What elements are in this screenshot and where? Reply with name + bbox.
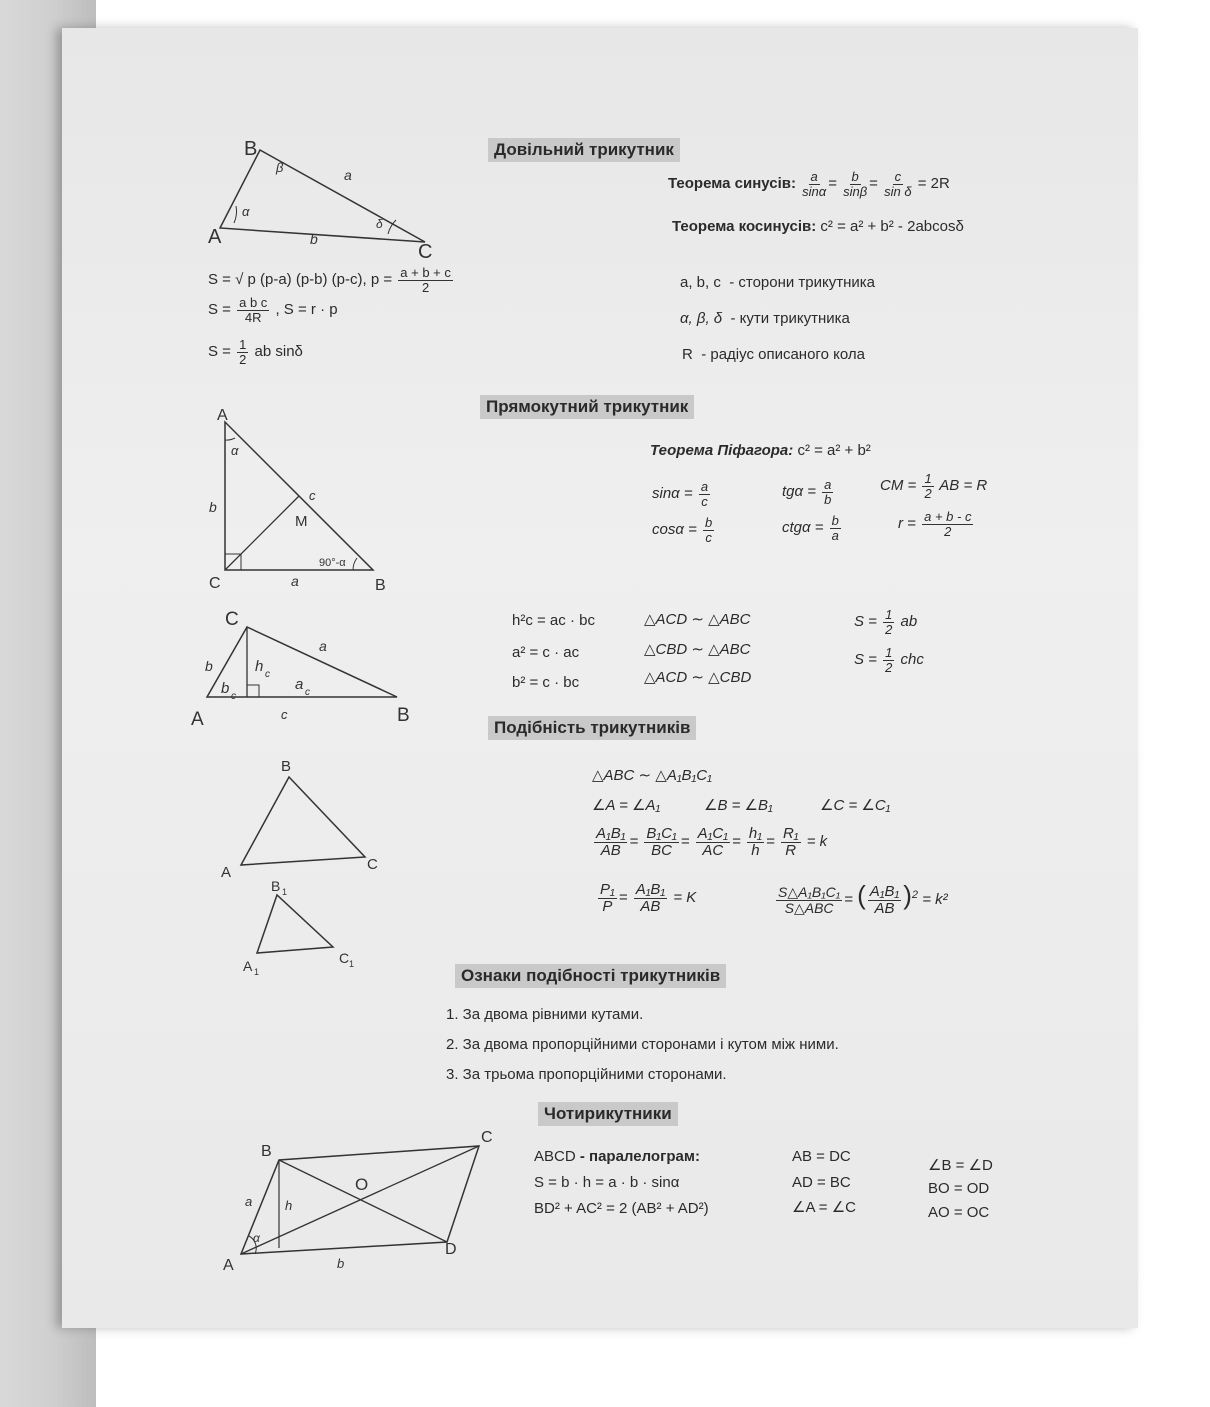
svg-text:B: B [244, 138, 258, 160]
eq-ad-bc: AD = BC [792, 1174, 851, 1191]
svg-text:1: 1 [254, 967, 260, 975]
svg-text:a: a [245, 1194, 253, 1209]
svg-text:c: c [305, 687, 310, 698]
svg-text:A: A [223, 1257, 234, 1274]
eq-bo-od: BO = OD [928, 1180, 990, 1197]
svg-text:b: b [209, 499, 217, 515]
svg-text:c: c [231, 691, 236, 702]
svg-text:c: c [309, 488, 316, 503]
arbitrary-triangle-diagram [200, 130, 460, 260]
svg-text:O: O [355, 1175, 369, 1194]
svg-text:b: b [205, 658, 213, 674]
svg-text:α: α [242, 204, 250, 219]
svg-text:A: A [243, 958, 253, 974]
height-relation-2: a² = c · ac [512, 644, 580, 661]
svg-text:B: B [261, 1143, 272, 1160]
area-abc-fraction: $\frac{\text{a b c}}{4R}$ [239, 295, 268, 325]
p-fraction: $\frac{a + b + c}{2}$ [400, 265, 451, 295]
svg-text:α: α [253, 1231, 260, 1245]
svg-text:c: c [265, 669, 270, 680]
area-half-sin: ab sinδ [254, 343, 303, 361]
sin-def: sinα = [652, 485, 693, 503]
height-relation-1: h²c = ac · bc [512, 612, 595, 629]
svg-text:90°-α: 90°-α [319, 557, 346, 569]
svg-text:1: 1 [282, 887, 288, 897]
inradius-fraction: $\frac{a + b - c}{2}$ [924, 509, 972, 539]
sign-3: 3. За трьома пропорційними сторонами. [446, 1066, 727, 1083]
parallelogram-area: S = b · h = a · b · sinα [534, 1174, 680, 1191]
similar-pair-2: △CBD ∼ △ABC [644, 641, 751, 658]
eq-ab-dc: AB = DC [792, 1148, 851, 1165]
header-similarity-signs: Ознаки подібності трикутників [455, 964, 726, 988]
svg-text:c: c [281, 707, 288, 722]
svg-text:a: a [291, 573, 299, 589]
legend-radius: R - радіус описаного кола [682, 346, 865, 363]
svg-text:h: h [255, 658, 264, 675]
ctg-def: ctgα = [782, 519, 824, 537]
cm-tail: AB = R [939, 477, 988, 495]
parallelogram-diagram [215, 1120, 505, 1280]
svg-text:1: 1 [349, 959, 355, 969]
cos-def: cosα = [652, 521, 697, 539]
similarity-angle-c: ∠C = ∠C₁ [820, 797, 891, 814]
cm-label: CM = [880, 477, 917, 495]
svg-text:M: M [295, 513, 308, 530]
height-relation-3: b² = c · bc [512, 674, 580, 691]
svg-text:a: a [319, 638, 327, 654]
pythagoras-formula: c² = a² + b² [797, 442, 871, 459]
eq-angle-b-d: ∠B = ∠D [928, 1157, 993, 1174]
eq-angle-a-c: ∠A = ∠C [792, 1199, 856, 1216]
sign-2: 2. За двома пропорційними сторонами і кутом між ними. [446, 1036, 839, 1053]
svg-text:B: B [397, 705, 410, 726]
svg-text:C: C [481, 1129, 493, 1146]
svg-text:A: A [191, 709, 204, 730]
svg-text:C: C [209, 575, 221, 592]
svg-text:β: β [276, 160, 284, 175]
similarity-statement: △ABC ∼ △A₁B₁C₁ [592, 767, 712, 784]
similar-pair-1: △ACD ∼ △ABC [644, 611, 751, 628]
tg-def: tgα = [782, 483, 816, 501]
cosines-formula: c² = a² + b² - 2abcosδ [820, 218, 964, 235]
svg-text:C: C [418, 241, 433, 260]
heron-formula: S = √ p (p-a) (p-b) (p-c), p = [208, 271, 393, 289]
area-ratio: $\frac{\text{S△A₁B₁C₁}}{\text{S△ABC}}$ = ( $\frac{\text{A₁B₁}}{AB}$ )$^2$ = k² [778, 880, 948, 917]
sign-1: 1. За двома рівними кутами. [446, 1006, 644, 1023]
svg-text:b: b [221, 680, 230, 697]
svg-text:A: A [217, 407, 228, 424]
svg-text:B: B [281, 758, 292, 775]
area-abc-label: S = [208, 301, 231, 319]
svg-text:a: a [344, 167, 352, 183]
svg-text:h: h [285, 1198, 293, 1213]
svg-text:a: a [295, 676, 304, 693]
svg-text:A: A [221, 864, 232, 881]
svg-text:D: D [445, 1241, 457, 1258]
similarity-angle-b: ∠B = ∠B₁ [704, 797, 773, 814]
right-triangle-height-diagram [185, 605, 425, 735]
svg-text:α: α [231, 443, 239, 458]
right-area-ab: ab [900, 613, 918, 631]
svg-text:A: A [208, 226, 222, 248]
svg-text:δ: δ [376, 217, 383, 231]
svg-text:b: b [310, 231, 318, 247]
sines-label: Теорема синусів: [668, 175, 796, 193]
inradius-label: r = [898, 515, 916, 533]
legend-sides: a, b, c - сторони трикутника [680, 274, 876, 291]
right-area-chc: chc [900, 651, 924, 669]
svg-text:b: b [337, 1256, 345, 1271]
area-rp: , S = r · p [275, 301, 338, 319]
similar-pair-3: △ACD ∼ △CBD [644, 669, 752, 686]
legend-angles: α, β, δ - кути трикутника [680, 310, 850, 327]
parallelogram-diagonals: BD² + AC² = 2 (AB² + AD²) [534, 1200, 709, 1217]
right-triangle-median-diagram [195, 400, 405, 595]
header-arbitrary-triangle: Довільний трикутник [488, 138, 680, 162]
svg-text:C: C [225, 609, 239, 630]
svg-text:C: C [367, 856, 378, 873]
svg-text:C: C [339, 950, 350, 966]
similar-triangles-diagram [215, 755, 390, 975]
svg-text:B: B [375, 577, 386, 594]
similarity-angle-a: ∠A = ∠A₁ [592, 797, 661, 814]
perimeter-ratio: $\frac{\text{P₁}}{P}$ = $\frac{\text{A₁B₁}}{AB}$ = K [600, 881, 697, 915]
eq-ao-oc: AO = OC [928, 1204, 990, 1221]
cosines-label: Теорема косинусів: [672, 218, 817, 235]
pythagoras-label: Теорема Піфагора: [650, 442, 794, 459]
similarity-ratios: $\frac{\text{A₁B₁}}{AB}$ = $\frac{\text{B₁C₁}}{BC}$ = $\frac{\text{A₁C₁}}{AC}$ = $\frac{\text{h₁}}{h}$ = $\frac{\text{R₁}}{R}$ = k [596, 825, 828, 859]
header-quadrilaterals: Чотирикутники [538, 1102, 678, 1126]
sines-rhs: = 2R [917, 175, 950, 193]
header-similarity: Подібність трикутників [488, 716, 696, 740]
area-half-fraction: $\frac{1}{2}$ [239, 337, 247, 367]
header-right-triangle: Прямокутний трикутник [480, 395, 694, 419]
svg-text:B: B [271, 878, 281, 894]
parallelogram-title: ABCD - паралелограм: [534, 1148, 700, 1165]
